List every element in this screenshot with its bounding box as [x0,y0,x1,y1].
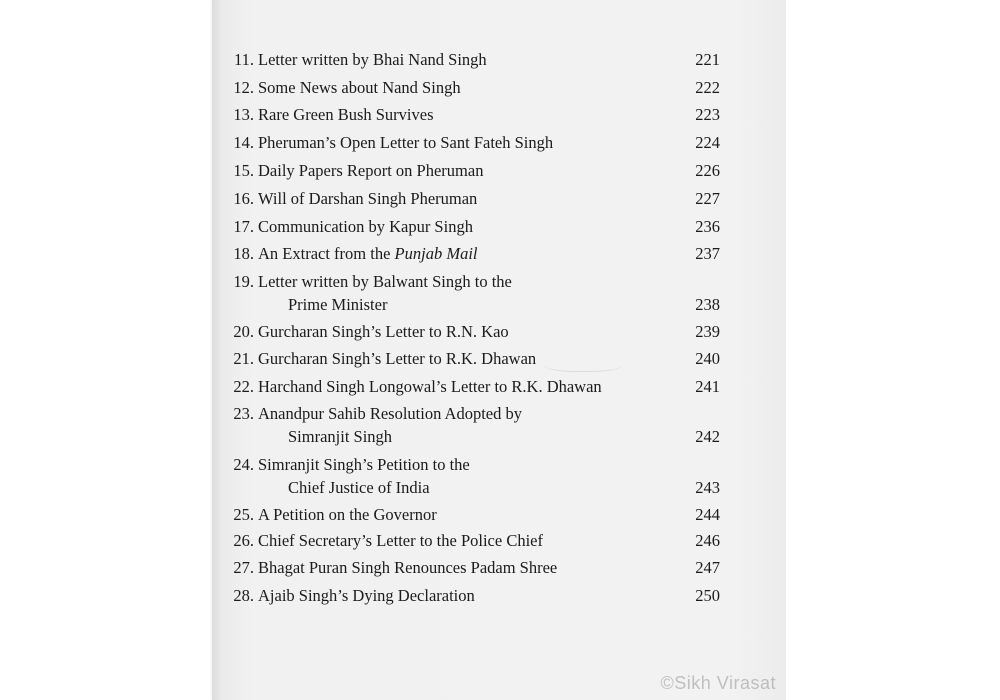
entry-page-number: 227 [695,189,720,208]
entry-title: Harchand Singh Longowal’s Letter to R.K. Dhawan [258,377,602,396]
entry-title-prefix: An Extract from the [258,244,395,263]
entry-page-number: 246 [695,531,720,550]
entry-number: 19. [233,272,254,291]
entry-title: Gurcharan Singh’s Letter to R.K. Dhawan [258,349,537,368]
entry-page-number: 250 [695,586,720,605]
entry-number: 23. [233,404,254,423]
entry-page-number: 243 [695,478,720,497]
entry-title-continuation: Simranjit Singh [288,427,393,446]
watermark-text: ©Sikh Virasat [660,673,776,693]
entry-page-number: 236 [695,217,720,236]
entry-number: 16. [233,189,254,208]
entry-number: 28. [233,586,254,605]
entry-title: Letter written by Balwant Singh to the [258,272,512,291]
entry-title-italic: Punjab Mail [394,244,478,263]
entry-page-number: 223 [695,105,720,124]
entry-number: 14. [233,133,254,152]
entry-page-number: 241 [695,377,720,396]
entry-title: Daily Papers Report on Pheruman [258,161,484,180]
entry-title: Simranjit Singh’s Petition to the [258,455,470,474]
entry-title: A Petition on the Governor [258,505,437,524]
entry-page-number: 247 [695,558,720,577]
entry-title-continuation: Chief Justice of India [288,478,430,497]
entry-title: Communication by Kapur Singh [258,217,473,236]
entry-number: 13. [233,105,254,124]
entry-title: Pheruman’s Open Letter to Sant Fateh Singh [258,133,554,152]
entry-page-number: 239 [695,322,720,341]
entry-title: Will of Darshan Singh Pheruman [258,189,478,208]
entry-title: Chief Secretary’s Letter to the Police Chief [258,531,543,550]
entry-page-number: 240 [695,349,720,368]
entry-page-number: 244 [695,505,720,524]
entry-number: 15. [233,161,254,180]
entry-title: Some News about Nand Singh [258,78,461,97]
entry-number: 22. [233,377,254,396]
entry-title-continuation: Prime Minister [288,295,388,314]
entry-page-number: 222 [695,78,720,97]
entry-number: 12. [233,78,254,97]
entry-number: 24. [233,455,254,474]
entry-number: 26. [233,531,254,550]
entry-number: 27. [233,558,254,577]
entry-number: 18. [233,244,254,263]
entry-title: Letter written by Bhai Nand Singh [258,50,487,69]
entry-title [258,242,478,266]
entry-page-number: 221 [695,50,720,69]
entry-page-number: 238 [695,295,720,314]
entry-page-number: 224 [695,133,720,152]
table-of-contents [212,0,786,700]
entry-number: 21. [233,349,254,368]
entry-number: 11. [233,50,254,69]
entry-number: 20. [233,322,254,341]
entry-number: 25. [233,505,254,524]
entry-title: Rare Green Bush Survives [258,105,434,124]
entry-title: Bhagat Puran Singh Renounces Padam Shree [258,558,558,577]
entry-title: Anandpur Sahib Resolution Adopted by [258,404,522,423]
entry-title: Gurcharan Singh’s Letter to R.N. Kao [258,322,509,341]
entry-number: 17. [233,217,254,236]
entry-title: Ajaib Singh’s Dying Declaration [258,586,475,605]
entry-page-number: 237 [695,244,720,263]
entry-page-number: 242 [695,427,720,446]
entry-page-number: 226 [695,161,720,180]
book-page [212,0,786,700]
